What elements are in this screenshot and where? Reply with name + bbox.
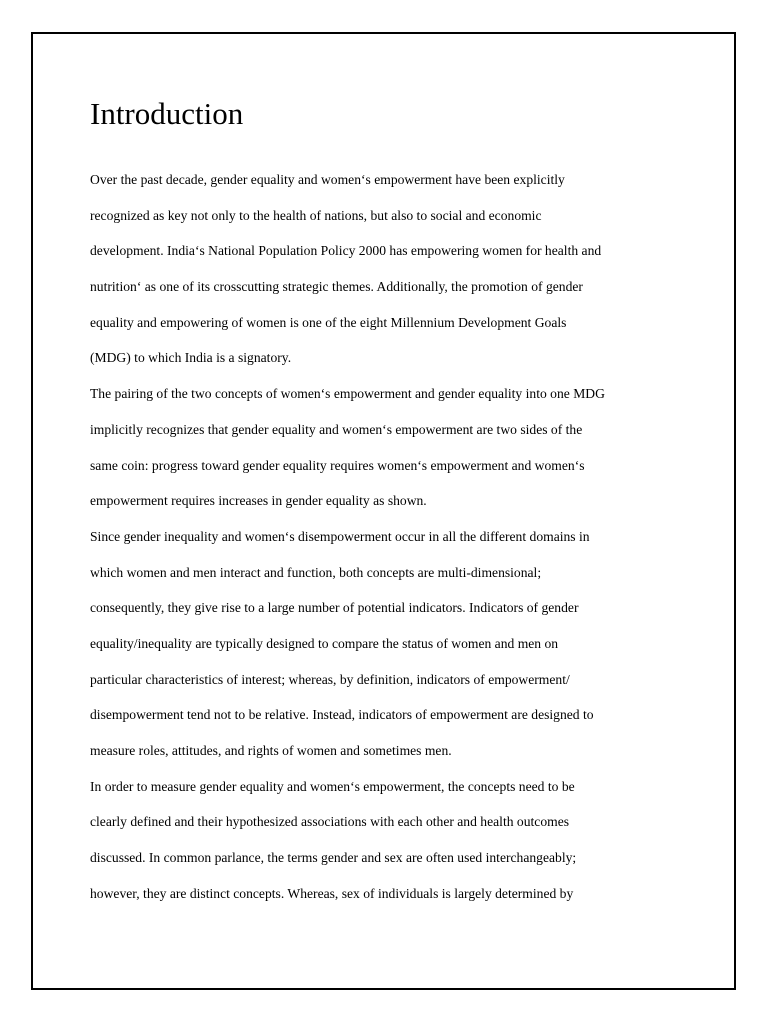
text-line: implicitly recognizes that gender equality and women‘s empowerment are two sides of the xyxy=(90,421,583,437)
text-line: equality/inequality are typically designed to compare the status of women and men on xyxy=(90,635,559,651)
text-line: nutrition‘ as one of its crosscutting strategic themes. Additionally, the promotion of gender xyxy=(90,279,583,295)
text-line: same coin: progress toward gender equality requires women‘s empowerment and women‘s xyxy=(90,457,585,473)
text-line: recognized as key not only to the health of nations, but also to social and economic xyxy=(90,207,542,223)
text-line: however, they are distinct concepts. Whereas, sex of individuals is largely determined by xyxy=(90,885,574,901)
text-line: In order to measure gender equality and women‘s empowerment, the concepts need to be xyxy=(90,778,575,794)
text-line: (MDG) to which India is a signatory. xyxy=(90,350,292,366)
text-line: measure roles, attitudes, and rights of women and sometimes men. xyxy=(90,743,452,758)
text-line: development. India‘s National Population Policy 2000 has empowering women for health and xyxy=(90,243,602,259)
text-line: equality and empowering of women is one of the eight Millennium Development Goals xyxy=(90,314,567,330)
text-line: The pairing of the two concepts of women‘s empowerment and gender equality into one MDG xyxy=(90,386,605,402)
text-line: discussed. In common parlance, the terms gender and sex are often used interchangeably; xyxy=(90,850,577,866)
page-title: Introduction xyxy=(90,96,244,131)
text-line: disempowerment tend not to be relative. Instead, indicators of empowerment are designed to xyxy=(90,707,594,723)
text-line: Since gender inequality and women‘s disempowerment occur in all the different domains in xyxy=(90,528,590,544)
text-line: particular characteristics of interest; whereas, by definition, indicators of empowerment/ xyxy=(90,671,570,687)
text-line: which women and men interact and function, both concepts are multi-dimensional; xyxy=(90,564,542,580)
text-line: empowerment requires increases in gender equality as shown. xyxy=(90,493,427,509)
text-line: consequently, they give rise to a large number of potential indicators. Indicators of gender xyxy=(90,600,579,616)
text-line: Over the past decade, gender equality and women‘s empowerment have been explicitly xyxy=(90,172,565,187)
body-text xyxy=(90,162,670,911)
text-line: clearly defined and their hypothesized associations with each other and health outcomes xyxy=(90,814,570,830)
